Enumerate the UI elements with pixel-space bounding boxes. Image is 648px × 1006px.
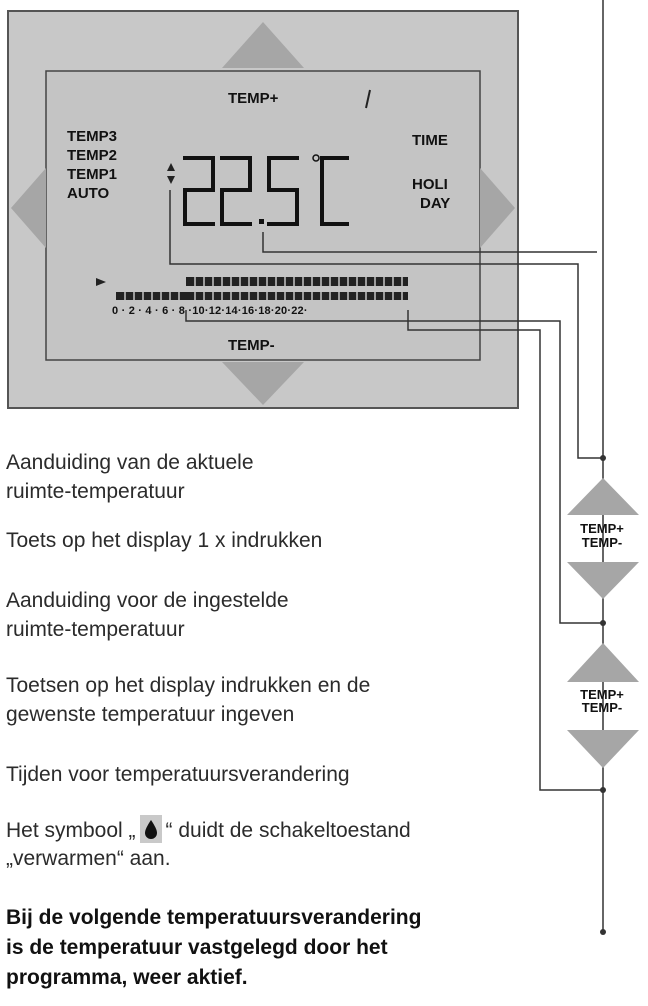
mode-temp2: TEMP2 [67,147,118,164]
side-up-button-2[interactable] [567,643,639,682]
time-label: TIME [412,132,448,149]
drop-icon [140,815,162,843]
desc-enter-temp-2: gewenste temperatuur ingeven [6,703,295,726]
side-temp-minus-1: TEMP- [581,535,623,550]
desc-symbol-before: Het symbool „ [6,819,136,842]
desc-set-temp-1: Aanduiding voor de ingestelde [6,589,289,612]
holiday-label-line1: HOLI [412,176,448,193]
side-up-button-1[interactable] [567,478,639,515]
mode-temp3: TEMP3 [67,128,118,145]
desc-current-temp-1: Aanduiding van de aktuele [6,451,254,474]
side-temp-plus-1: TEMP+ [580,521,624,536]
desc-enter-temp-1: Toetsen op het display indrukken en de [6,674,371,697]
holiday-label-line2: DAY [420,195,451,212]
side-down-button-1[interactable] [567,562,639,599]
side-down-button-2[interactable] [567,730,639,768]
desc-set-temp-2: ruimte-temperatuur [6,618,185,641]
desc-press-once: Toets op het display 1 x indrukken [6,529,323,552]
desc-note-2: is de temperatuur vastgelegd door het [6,936,388,959]
desc-symbol-line1 [6,815,411,845]
side-temp-minus-2: TEMP- [581,700,623,715]
timeline-ticks: 0 · 2 · 4 · 6 · 8 ·10·12·14·16·18·20·22· [112,305,308,317]
desc-note-1: Bij de volgende temperatuursverandering [6,906,422,929]
temp-minus-label: TEMP- [228,337,275,354]
desc-change-times: Tijden voor temperatuursverandering [6,763,350,786]
mode-temp1: TEMP1 [67,166,118,183]
desc-symbol-after: “ duidt de schakeltoestand [165,819,411,842]
decimal-point [259,219,264,224]
side-temp-plus-2: TEMP+ [580,687,624,702]
desc-note-3: programma, weer aktief. [6,966,248,989]
temp-plus-label: TEMP+ [228,90,279,107]
mode-auto: AUTO [67,185,110,202]
desc-current-temp-2: ruimte-temperatuur [6,480,185,503]
desc-symbol-line2: „verwarmen“ aan. [6,847,171,870]
